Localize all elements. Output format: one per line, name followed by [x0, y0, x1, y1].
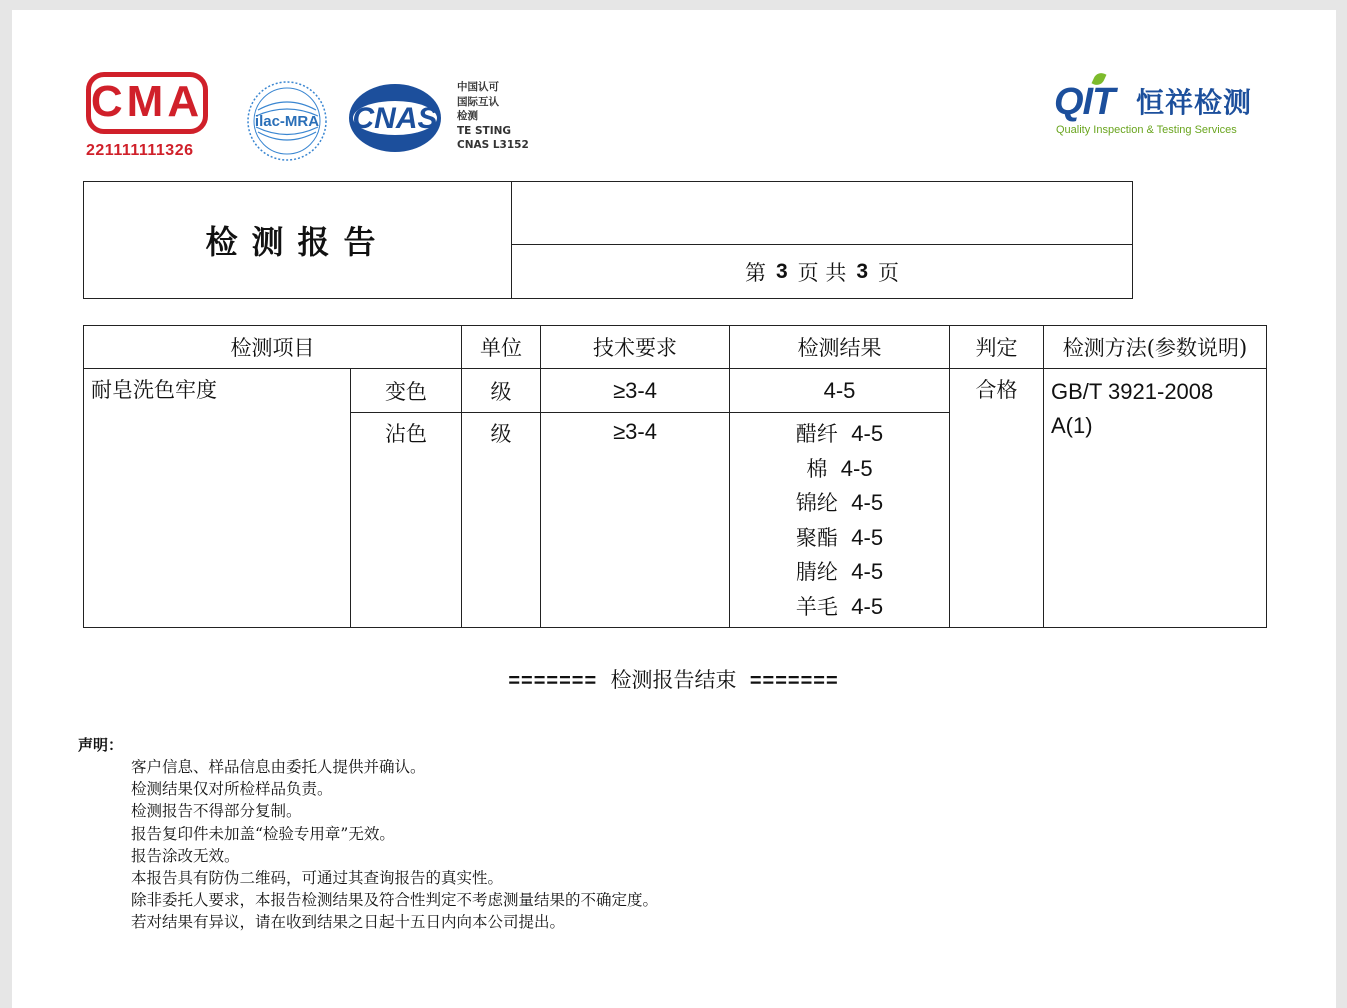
page-counter	[512, 245, 1132, 298]
cnas-caption-line: 国际互认	[457, 95, 499, 108]
header-judgement: 判定	[950, 326, 1044, 369]
judgement: 合格	[950, 369, 1044, 628]
cma-logo	[86, 72, 212, 162]
report-title: 检测报告	[84, 182, 512, 298]
statement-line: 检测报告不得部分复制。	[131, 802, 302, 821]
header-unit: 单位	[462, 326, 541, 369]
statement-line: 客户信息、样品信息由委托人提供并确认。	[131, 758, 426, 776]
list-item: 棉 4-5	[806, 455, 873, 481]
ilac-text: ilac-MRA	[254, 113, 320, 130]
end-marker-text: 检测报告结束	[610, 668, 737, 692]
method-line: A(1)	[1051, 413, 1093, 438]
list-item: 羊毛 4-5	[795, 593, 884, 619]
cnas-caption-line: 中国认可	[457, 81, 499, 93]
list-item: 聚酯 4-5	[795, 524, 884, 550]
sub-item: 沾色	[351, 413, 462, 628]
statement-title: 声明：	[78, 736, 124, 754]
ilac-mra-logo	[244, 80, 330, 162]
cma-number: 221111111326	[86, 142, 194, 159]
report-end-marker	[0, 664, 1347, 694]
cnas-logo	[346, 82, 444, 154]
requirement: ≥3-4	[541, 413, 730, 628]
list-item: 锦纶 4-5	[795, 490, 884, 515]
statement-line: 若对结果有异议，请在收到结果之日起十五日内向本公司提出。	[131, 913, 566, 932]
test-method	[1044, 369, 1267, 628]
qit-company-name: 恒祥检测	[1136, 86, 1253, 119]
cnas-caption-line: TE STING	[457, 124, 512, 137]
list-item: 腈纶 4-5	[795, 559, 884, 584]
header-result: 检测结果	[730, 326, 950, 369]
header-item: 检测项目	[84, 326, 462, 369]
page-mid: 页 共	[797, 260, 847, 285]
list-item: 醋纤 4-5	[795, 421, 884, 446]
page-prefix: 第	[744, 260, 766, 285]
test-item: 耐皂洗色牢度	[84, 369, 351, 628]
page-suffix: 页	[878, 260, 900, 285]
page-total: 3	[856, 259, 869, 283]
qit-mark: QIT	[1054, 81, 1115, 123]
qit-logo	[1054, 72, 1264, 142]
statement-line: 报告涂改无效。	[131, 846, 240, 865]
cnas-caption	[457, 80, 547, 153]
statement-line: 本报告具有防伪二维码，可通过其查询报告的真实性。	[131, 869, 504, 888]
page-current: 3	[775, 259, 788, 283]
header-requirement: 技术要求	[541, 326, 730, 369]
cnas-caption-line: CNAS L3152	[457, 139, 529, 151]
end-marker-right: =======	[749, 670, 839, 692]
report-header	[83, 181, 1133, 299]
statement-line: 检测结果仅对所检样品负责。	[131, 780, 333, 799]
header-method: 检测方法(参数说明)	[1044, 326, 1267, 369]
result-value: 4-5	[730, 369, 950, 413]
table-row	[84, 369, 1267, 413]
method-line: GB/T 3921-2008	[1051, 379, 1214, 404]
result-table	[83, 325, 1267, 628]
staining-results	[730, 413, 950, 628]
table-header-row	[84, 326, 1267, 369]
cnas-text: CNAS	[352, 102, 438, 135]
statement-line: 报告复印件未加盖“检验专用章”无效。	[131, 824, 395, 843]
statement-line: 除非委托人要求，本报告检测结果及符合性判定不考虑测量结果的不确定度。	[131, 891, 659, 910]
cma-letters: CMA	[90, 77, 204, 126]
cnas-caption-line: 检测	[457, 110, 478, 122]
requirement: ≥3-4	[541, 369, 730, 413]
unit: 级	[462, 369, 541, 413]
unit: 级	[462, 413, 541, 628]
statement-list	[131, 756, 658, 934]
sub-item: 变色	[351, 369, 462, 413]
qit-slogan: Quality Inspection & Testing Services	[1056, 124, 1237, 136]
end-marker-left: =======	[508, 670, 598, 692]
header-blank-cell	[512, 182, 1132, 245]
